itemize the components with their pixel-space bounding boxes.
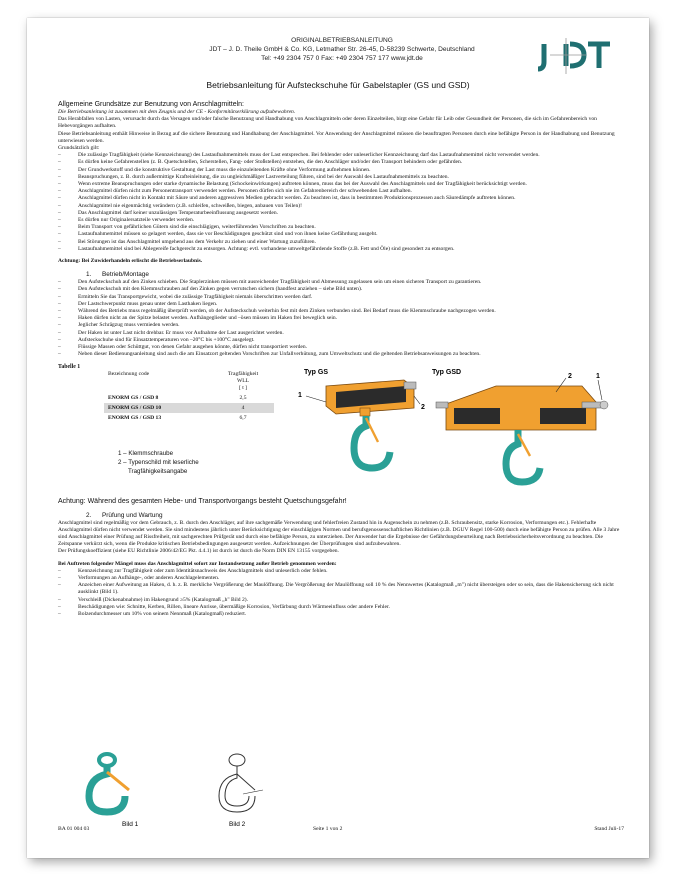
- col-header-wll-line2: WLL: [236, 377, 250, 384]
- hook-bild1-icon: [89, 754, 129, 812]
- list-item: – Den Aufsteckschuh mit den Klemmschrauben auf den Zinken gegen verrutschen sichern (handfest anziehen – siehe Bild unten).: [58, 286, 624, 293]
- row-wll: 4: [212, 403, 274, 413]
- gs-shoe-icon: [326, 380, 416, 468]
- general-heading: Allgemeine Grundsätze zur Benutzung von Anschlagmitteln:: [58, 101, 244, 108]
- row-code: ENORM GS / GSD 13: [108, 414, 162, 421]
- crush-warning: Achtung: Während des gesamten Hebe- und Transportvorgangs besteht Quetschungsgefahr!: [58, 497, 347, 505]
- footer-page: Seite 1 von 2: [313, 826, 343, 832]
- document-header: [177, 36, 507, 63]
- list-item: – Der Grundwerkstoff und die konstruktive Gestaltung der Last muss die einzuleitenden Kräfte ohne Verformung aufnehmen können.: [58, 167, 624, 174]
- diagram-legend: [118, 449, 199, 476]
- list-item: – Verformungen an Aufhänge-, oder anderen Anschlagelementen.: [58, 575, 624, 582]
- list-item: – Der Lastschwerpunkt muss genau unter dem Lasthaken liegen.: [58, 301, 624, 308]
- company-address: JDT – J. D. Theile GmbH & Co. KG, Letmather Str. 26-45, D-58239 Schwerte, Deutschland: [209, 46, 475, 53]
- list-item: – Während des Betriebs muss regelmäßig überprüft werden, ob der Aufsteckschuh weiterhin fest mit dem Zinken verbunden sind. Bei Bedarf muss die Klemmschraube nachgezogen werden.: [58, 308, 624, 315]
- document-page: [27, 18, 649, 858]
- list-item: – Es dürfen nur Originalersatzteile verwendet werden.: [58, 217, 624, 224]
- general-paragraph-2: Diese Betriebsanleitung enthält Hinweise in Bezug auf die sichere Benutzung und Handhabung der Anschlagmittel. Vor Anwendung der Anschlagmittel müssen die beauftragten Personen durch eine befähigte Person in der Handhabung und Benutzung unterwiesen werden.: [58, 130, 615, 144]
- list-item: – Jeglicher Schrägzug muss vermieden werden.: [58, 322, 624, 329]
- list-item: – Lastaufnahmemittel müssen so gelagert werden, dass sie vor Beschädigungen geschützt sind und von ihnen keine Gefährdung ausgeht.: [58, 231, 624, 238]
- general-italic-note: Die Betriebsanleitung ist zusammen mit dem Zeugnis und der CE - Konformitätserklärung aufzubewahren.: [58, 109, 296, 115]
- table-row: [104, 413, 274, 423]
- list-item: – Bei Störungen ist das Anschlagmittel umgehend aus dem Verkehr zu ziehen und einer Wartung zuzuführen.: [58, 239, 624, 246]
- table-row: [104, 393, 274, 403]
- col-header-code: Bezeichnung code: [108, 370, 150, 377]
- hook-bild2-icon: [219, 754, 263, 812]
- legend-item-2a: 2 – Typenschild mit leserliche: [118, 458, 199, 466]
- section-1-title: [58, 270, 624, 279]
- list-item: – Beim Transport von gefährlichen Gütern sind die einschlägigen, weiterführenden Vorschriften zu beachten.: [58, 224, 624, 231]
- list-item: – Der Haken ist unter Last nicht drehbar. Er muss vor Aufnahme der Last ausgerichtet werden.: [58, 330, 624, 337]
- row-wll: 2,5: [239, 394, 247, 401]
- list-item: – Es dürfen keine Gefahrenstellen (z. B. Quetschstellen, Scherstellen, Fang- oder Stoßstellen) entstehen, die den Anschläger und/oder den Transport behindern oder gefährden.: [58, 159, 624, 166]
- doc-type: ORIGINALBETRIEBSANLEITUNG: [291, 37, 393, 44]
- general-paragraph-3: Grundsätzlich gilt:: [58, 145, 100, 152]
- list-item: – Die zulässige Tragfähigkeit (siehe Kennzeichnung) des Lastaufnahmemittels muss der Last entsprechen. Bei fehlender oder unleserlicher Kennzeichnung darf das Lastaufnahmemittel nicht verwendet werden.: [58, 152, 624, 159]
- footer-date: Stand Juli-17: [594, 826, 624, 832]
- col-header-wll-line3: [ t ]: [238, 384, 248, 391]
- fork-shoe-diagram: [296, 364, 616, 494]
- document-body: [58, 100, 624, 618]
- callout-1-gsd: 1: [596, 372, 600, 380]
- col-header-wll: [212, 370, 274, 394]
- list-item: – Kennzeichnung zur Tragfähigkeit oder zum Identitätsnachweis des Anschlagmittels sind unleserlich oder fehlen.: [58, 568, 624, 575]
- section-1-list: [58, 279, 624, 358]
- table-row: [104, 403, 274, 413]
- defects-heading: Bei Auftreten folgender Mängel muss das Anschlagmittel sofort zur Instandsetzung außer Betrieb genommen werden:: [58, 560, 337, 567]
- company-contact: Tel: +49 2304 757 0 Fax: +49 2304 757 177 www.jdt.de: [261, 55, 423, 62]
- list-item: – Lastaufnahmemittel sind bei Ablegereife fachgerecht zu entsorgen. Achtung: evtl. vorhandene umweltgefährdende Stoffe (z.B. Fett und Öle) sind gesondert zu entsorgen.: [58, 246, 624, 253]
- bild-2-caption: Bild 2: [229, 821, 246, 828]
- list-item: – Anschlagmittel dürfen nicht in Kontakt mit Säure und anderen aggressiven Medien gebracht werden. Zu beachten ist, dass in bestimmten Produktionsprozessen auch Säuredämpfe auftreten können.: [58, 195, 624, 202]
- list-item: – Bolzendurchmesser um 10% von seinem Nennmaß (Katalogmaß) reduziert.: [58, 611, 624, 618]
- gsd-shoe-icon: [436, 386, 608, 482]
- general-warning: Achtung: Bei Zuwiderhandeln erlischt die Betriebserlaubnis.: [58, 258, 203, 265]
- list-item: – Verschleiß (Dickenabnahme) im Hakengrund ≥5% (Katalogmaß „h" Bild 2).: [58, 597, 624, 604]
- callout-1-gs: 1: [298, 391, 302, 399]
- table-header-row: [104, 370, 274, 394]
- callout-2-gs: 2: [421, 403, 425, 411]
- table-label: Tabelle 1: [58, 363, 81, 370]
- row-wll: 6,7: [239, 414, 247, 421]
- list-item: – Beanspruchungen, z. B. durch außermittige Krafteinleitung, die zu ungleichmäßiger Lastverteilung führen, sind bei der Auswahl des Lastaufnahmemittels zu beachten.: [58, 174, 624, 181]
- document-title: Betriebsanleitung für Aufsteckschuhe für Gabelstapler (GS und GSD): [206, 80, 470, 90]
- legend-item-1: 1 – Klemmschraube: [118, 449, 174, 457]
- list-item: – Aufsteckschuhe sind für Einsatztemperaturen von –20°C bis +100°C ausgelegt.: [58, 337, 624, 344]
- callout-2-gsd: 2: [568, 372, 572, 380]
- row-code: ENORM GS / GSD 8: [108, 394, 159, 401]
- list-item: – Anschlagmittel nie eigenmächtig verändern (z.B. schleifen, schweißen, biegen, anbauen von Teilen)!: [58, 203, 624, 210]
- legend-item-2b: Tragfähigkeitsangabe: [128, 467, 188, 475]
- section-1-number: 1.: [86, 271, 92, 279]
- col-header-wll-line1: Tragfähigkeit: [227, 370, 259, 377]
- table-and-diagram: [58, 364, 624, 492]
- list-item: – Wenn extreme Beanspruchungen oder starke dynamische Belastung (Schockeinwirkungen) auftreten können, muss das bei der Auswahl des Anschlagmittels und der Tragfähigkeit berücksichtigt werden.: [58, 181, 624, 188]
- hook-figures: [67, 750, 297, 830]
- jdt-logo: [536, 36, 616, 76]
- section-2-paragraph-2: Der Prüfungskoeffizient (siehe EU Richtlinie 2006/42/EG Pkt. 4.4.1) ist durch ist durch die Norm DIN EN 13155 vorgegeben.: [58, 548, 339, 555]
- list-item: – Ermitteln Sie das Transportgewicht, wobei die zulässige Tragfähigkeit niemals überschritten werden darf.: [58, 294, 624, 301]
- bild-1-caption: Bild 1: [122, 821, 139, 828]
- general-list: [58, 152, 624, 253]
- list-item: – Haken dürfen nicht an der Spitze belastet werden. Aufhängeglieder und –ösen müssen im Haken frei beweglich sein.: [58, 315, 624, 322]
- section-2-title-text: Prüfung und Wartung: [102, 511, 163, 519]
- section-2-paragraph: Anschlagmittel sind regelmäßig vor dem Gebrauch, z. B. durch den Anschläger, auf ihre sachgemäße Verwendung und fehlerfreien Zustand hin in Augenschein zu nehmen (z.B. Schraubensitz, starke Korrosion, Verformungen etc.). Fehlerhafte Anschlagmittel dürfen nicht verwendet werden. Sie sind mindestens jährlich unter Berücksichtigung der einschlägigen Normen und berufsgenossenschaftlichen Richtlinien (z.B. DGUV Regel 100-500) durch eine befähigte Person zu prüfen. Alle 3 Jahre sind Anschlagmittel einer Prüfung auf Rissfreiheit, mit sachgerechten Prüfgerät und durch eine befähigte Person, zu unterziehen. Der Anwender hat die Ergebnisse der Gefährdungsbeurteilung nach Betriebssicherheitsverordnung zu beachten. Die Zeitspanne verkürzt sich, wenn die Produkte kritischen Betriebsbedingungen ausgesetzt werden. Aufzeichnungen der Überprüfungen sind aufzubewahren.: [58, 519, 620, 548]
- section-2-title: [58, 511, 624, 520]
- list-item: – Anzeichen einer Aufweitung an Haken, d. h. z. B. merkliche Vergrößerung der Maulöffnung. Die Vergrößerung der Maulöffnung soll 10 % des Nennwertes (Katalogmaß „m") nicht übersteigen oder so sein, dass die Hakensicherung sich nicht ausklinkt (Bild 1).: [58, 582, 624, 596]
- row-code: ENORM GS / GSD 10: [104, 403, 212, 413]
- section-1-title-text: Betrieb/Montage: [102, 271, 149, 279]
- label-typ-gs: Typ GS: [304, 368, 328, 376]
- label-typ-gsd: Typ GSD: [432, 368, 462, 376]
- section-2-number: 2.: [86, 511, 92, 519]
- list-item: – Das Anschlagmittel darf keiner unzulässigen Temperaturbeeinflussung ausgesetzt werden.: [58, 210, 624, 217]
- wll-table: [104, 370, 274, 424]
- list-item: – Den Aufsteckschuh auf den Zinken schieben. Die Staplerzinken müssen mit ausreichender Tragfähigkeit und Abmessung zugelassen sein um einen sicheren Transport zu garantieren.: [58, 279, 624, 286]
- list-item: – Flüssige Massen oder Schüttgut, von denen Gefahr ausgehen könnte, dürfen nicht transportiert werden.: [58, 344, 624, 351]
- footer-doc-number: BA 01 004 03: [58, 826, 90, 832]
- list-item: – Beschädigungen wie: Schnitte, Kerben, Rillen, lineare Anrisse, übermäßige Korrosion, Verfärbung durch Wärmeeinfluss oder andere Fehler.: [58, 604, 624, 611]
- list-item: – Neben dieser Bedienungsanleitung sind auch die am Einsatzort geltenden Vorschriften zur Unfallverhütung, zum Umweltschutz und die geltenden Betriebsanweisungen zu beachten.: [58, 351, 624, 358]
- general-paragraph-1: Das Herabfallen von Lasten, verursacht durch das Versagen und/oder falsche Benutzung und Handhabung von Anschlagmitteln oder deren Einzelteilen, birgt eine Gefahr für Leib oder Gesundheit der Personen, die sich im Gefahrenbereich von Hebevorgängen aufhalten.: [58, 116, 597, 130]
- list-item: – Anschlagmittel dürfen nicht zum Personentransport verwendet werden. Personen dürfen sich nie im Gefahrenbereich der schwebenden Last aufhalten.: [58, 188, 624, 195]
- defects-list: [58, 568, 624, 618]
